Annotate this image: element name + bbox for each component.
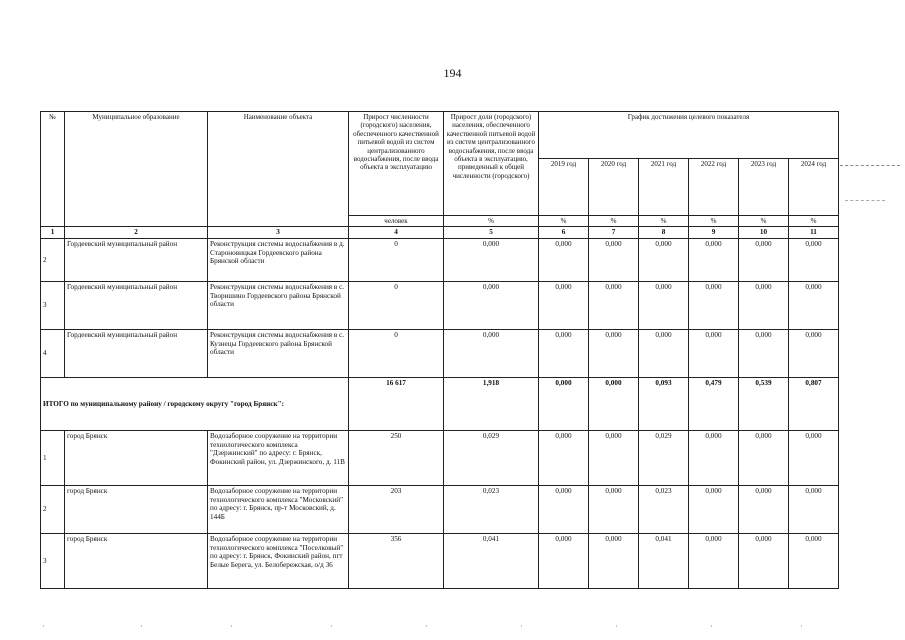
row-value: 0,000 [589,431,639,486]
row-people: 0 [349,330,444,378]
row-value: 0,000 [689,534,739,589]
unit-percent: % [589,216,639,227]
row-value: 0,000 [739,486,789,534]
unit-percent: % [689,216,739,227]
row-number: 3 [41,534,65,589]
header-year: 2020 год [589,159,639,216]
row-value: 0,000 [689,282,739,330]
col-number: 3 [208,227,349,239]
row-share: 0,029 [444,431,539,486]
row-value: 0,000 [539,282,589,330]
unit-people: человек [349,216,444,227]
table-row [41,431,839,486]
total-value: 0,807 [789,378,839,431]
row-people: 356 [349,534,444,589]
scan-artifacts: · · · · · · · · · [42,622,803,631]
row-value: 0,000 [689,239,739,282]
col-number: 4 [349,227,444,239]
row-number: 4 [41,330,65,378]
total-value: 0,539 [739,378,789,431]
unit-percent: % [739,216,789,227]
total-value: 0,479 [689,378,739,431]
row-value: 0,000 [789,330,839,378]
row-number: 3 [41,282,65,330]
row-municipality: Гордеевский муниципальный район [65,330,208,378]
row-value: 0,000 [639,282,689,330]
row-value: 0,041 [639,534,689,589]
total-label [41,378,349,431]
row-municipality: город Брянск [65,534,208,589]
row-value: 0,000 [589,330,639,378]
target-indicator-table [40,111,839,589]
row-people: 250 [349,431,444,486]
row-object: Водозаборное сооружение на территории технологического комплекса "Дзержинский" по адресу: г. Брянск, Фокинский район, ул. Дзержинского, д. 11В [208,431,349,486]
total-share: 1,918 [444,378,539,431]
table-row [41,330,839,378]
row-value: 0,029 [639,431,689,486]
header-year: 2019 год [539,159,589,216]
col-number: 11 [789,227,839,239]
row-municipality: город Брянск [65,431,208,486]
row-object: Водозаборное сооружение на территории технологического комплекса "Московский" по адресу: г. Брянск, пр-т Московский, д. 144Б [208,486,349,534]
unit-percent: % [539,216,589,227]
row-value: 0,000 [739,534,789,589]
header-share-growth: Прирост доли (городского) населения, обеспеченного качественной питьевой водой из систем централизованного водоснабжения, после ввода объекта в эксплуатацию, приведенный к общей численности (городского) [444,112,539,216]
col-number: 8 [639,227,689,239]
col-number: 9 [689,227,739,239]
col-number: 1 [41,227,65,239]
row-value: 0,000 [589,239,639,282]
header-year: 2022 год [689,159,739,216]
row-value: 0,000 [589,534,639,589]
table-row [41,239,839,282]
header-year: 2023 год [739,159,789,216]
row-value: 0,000 [539,239,589,282]
total-row [41,378,839,431]
page-number: 194 [443,66,462,80]
row-number: 1 [41,431,65,486]
row-value: 0,000 [789,534,839,589]
row-value: 0,000 [789,239,839,282]
row-municipality: Гордеевский муниципальный район [65,282,208,330]
unit-percent: % [639,216,689,227]
row-object: Водозаборное сооружение на территории технологического комплекса "Поселковый" по адресу: г. Брянск, Фокинский район, пгт Белые Берега, ул. Белобережская, о/д 36 [208,534,349,589]
total-value: 0,000 [539,378,589,431]
header-municipality: Муниципальное образование [65,112,208,227]
row-value: 0,000 [689,330,739,378]
row-value: 0,000 [539,486,589,534]
row-number: 2 [41,239,65,282]
row-value: 0,023 [639,486,689,534]
row-share: 0,023 [444,486,539,534]
row-people: 0 [349,282,444,330]
row-value: 0,000 [739,282,789,330]
header-schedule: График достижения целевого показателя [539,112,839,159]
col-number: 7 [589,227,639,239]
col-number: 5 [444,227,539,239]
row-municipality: Гордеевский муниципальный район [65,239,208,282]
table-row [41,534,839,589]
row-value: 0,000 [739,330,789,378]
col-number: 10 [739,227,789,239]
row-value: 0,000 [539,431,589,486]
row-value: 0,000 [589,282,639,330]
row-value: 0,000 [689,431,739,486]
row-value: 0,000 [639,239,689,282]
row-value: 0,000 [689,486,739,534]
row-share: 0,000 [444,239,539,282]
header-object: Наименование объекта [208,112,349,227]
row-value: 0,000 [789,431,839,486]
total-value: 0,093 [639,378,689,431]
row-people: 0 [349,239,444,282]
margin-mark [840,165,900,166]
total-value: 0,000 [589,378,639,431]
row-value: 0,000 [639,330,689,378]
row-share: 0,000 [444,282,539,330]
col-number: 2 [65,227,208,239]
row-value: 0,000 [739,239,789,282]
row-share: 0,000 [444,330,539,378]
row-object: Реконструкция системы водоснабжения в д. Староновицкая Гордеевского района Брянской области [208,239,349,282]
table-row [41,486,839,534]
table-row [41,282,839,330]
row-value: 0,000 [539,330,589,378]
total-people: 16 617 [349,378,444,431]
row-value: 0,000 [589,486,639,534]
row-value: 0,000 [789,282,839,330]
col-number: 6 [539,227,589,239]
row-value: 0,000 [539,534,589,589]
row-value: 0,000 [739,431,789,486]
unit-percent: % [444,216,539,227]
margin-mark [845,200,885,201]
total-label-text: ИТОГО по муниципальному району / городскому округу "город Брянск": [43,399,284,408]
row-municipality: город Брянск [65,486,208,534]
row-number: 2 [41,486,65,534]
row-object: Реконструкция системы водоснабжения в с. Кузнецы Гордеевского района Брянской области [208,330,349,378]
header-num: № [41,112,65,227]
header-pop-growth: Прирост численности (городского) населения, обеспеченного качественной питьевой водой из систем централизованного водоснабжения, после ввода объекта в эксплуатацию [349,112,444,216]
unit-percent: % [789,216,839,227]
row-value: 0,000 [789,486,839,534]
row-object: Реконструкция системы водоснабжения в с. Творишино Гордеевского района Брянской области [208,282,349,330]
row-share: 0,041 [444,534,539,589]
row-people: 203 [349,486,444,534]
header-year: 2024 год [789,159,839,216]
header-year: 2021 год [639,159,689,216]
